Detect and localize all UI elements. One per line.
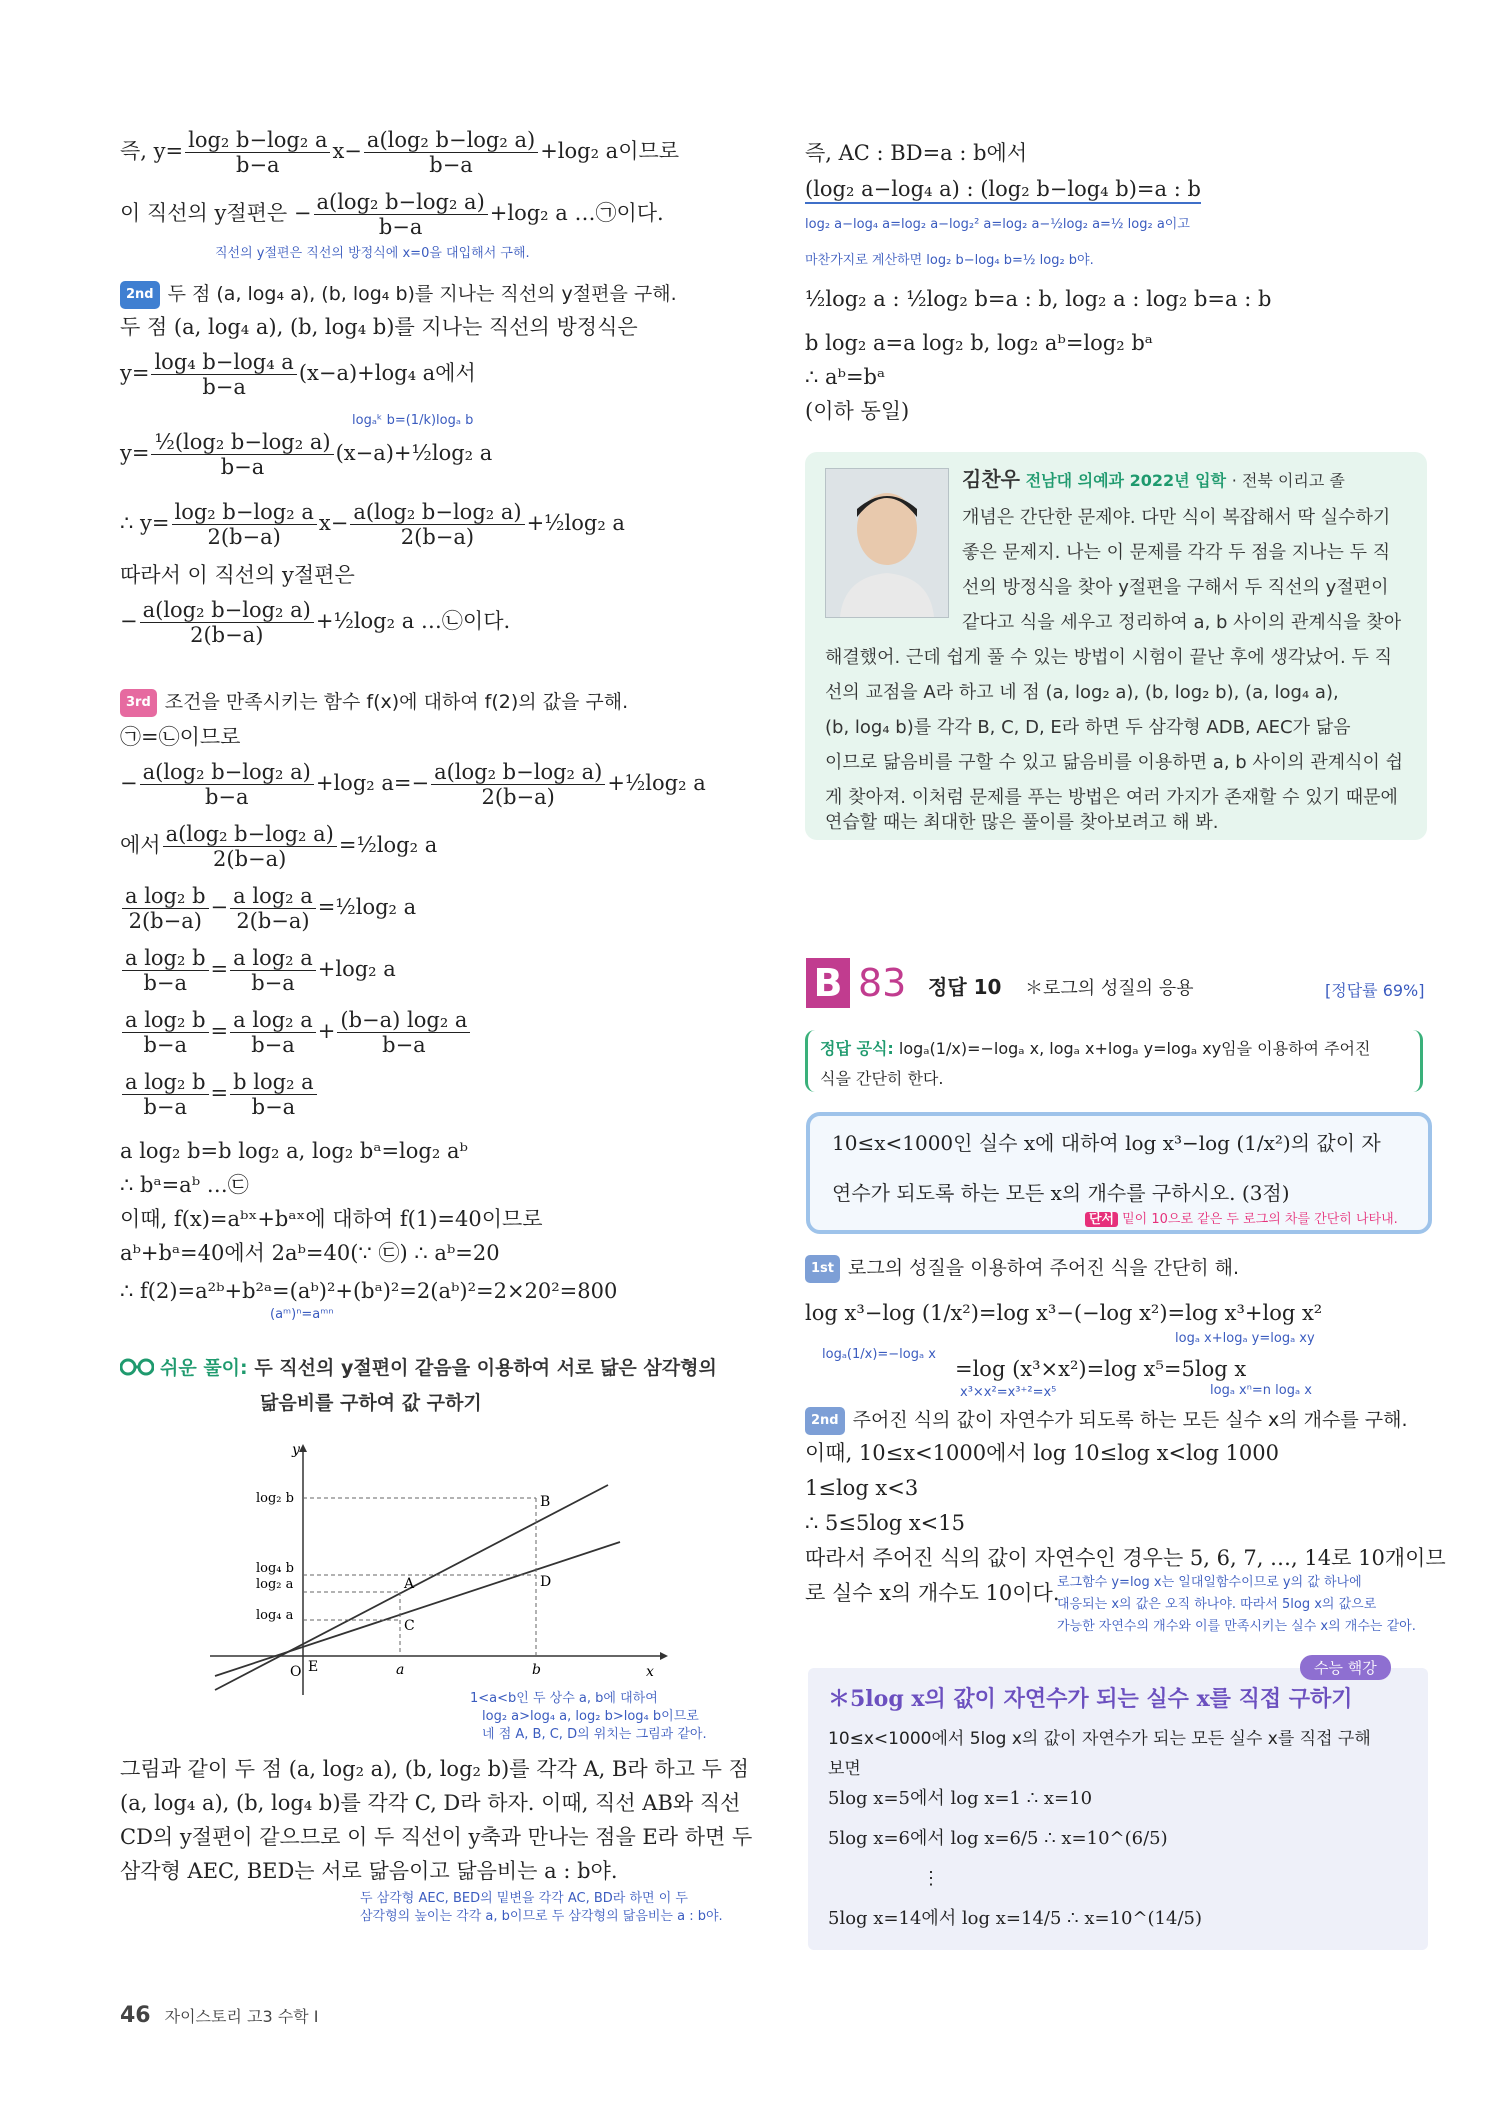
eq-line: log x³−log (1/x²)=log x³−(−log x²)=log x³+log x² [805, 1301, 1323, 1325]
review-line: 좋은 문제지. 나는 이 문제를 각각 두 점을 지나는 두 직 [962, 542, 1391, 563]
tip-line: 5log x=6에서 log x=6/5 ∴ x=10^(6/5) [828, 1828, 1168, 1849]
y-axis-label: y [292, 1442, 300, 1458]
side-note: 1<a<b인 두 상수 a, b에 대하여 [470, 1691, 658, 1706]
formula-line-2: 식을 간단히 한다. [820, 1069, 944, 1088]
problem-line: 10≤x<1000인 실수 x에 대하여 log x³−log (1/x²)의 값이 자 [832, 1131, 1381, 1155]
side-note: 대응되는 x의 값은 오직 하나야. 따라서 5log x의 값으로 [1057, 1597, 1377, 1612]
eq-line: $\frac{\text{a log₂ b}}{b-a}$ = $\frac{\text{a log₂ a}}{b-a}$ + $\frac{\text{(b−a) log₂ a}}{b-a}$ [120, 1008, 472, 1057]
side-note: 로그함수 y=log x는 일대일함수이므로 y의 값 하나에 [1057, 1575, 1362, 1590]
review-author: 김찬우 전남대 의예과 2022년 입학 · 전북 이리고 졸 [962, 467, 1345, 491]
side-note: (aᵐ)ⁿ=aᵐⁿ [270, 1307, 334, 1322]
step-2-heading-right: 2nd 주어진 식의 값이 자연수가 되도록 하는 모든 실수 x의 개수를 구해. [805, 1406, 1408, 1435]
formula-line: 정답 공식: logₐ(1/x)=−logₐ x, logₐ x+logₐ y=logₐ xy임을 이용하여 주어진 [820, 1039, 1371, 1058]
review-line: (b, log₄ b)를 각각 B, C, D, E라 하면 두 삼각형 ADB, AEC가 닮음 [825, 717, 1351, 738]
point-e-label: E [308, 1659, 319, 1675]
eq-line: ∴ aᵇ=bᵃ [805, 365, 886, 389]
problem-number: 83 [858, 961, 907, 1005]
eq-line: − $\frac{\text{a(log₂ b−log₂ a)}}{2(b-a)}$ +½log₂ a …㉡이다. [120, 598, 511, 647]
book-title: 자이스토리 고3 수학 I [164, 2007, 319, 2026]
text-line: 두 점 (a, log₄ a), (b, log₄ b)를 지나는 직선의 방정식은 [120, 315, 638, 339]
section-badge: B [806, 958, 850, 1008]
tip-line: 보면 [828, 1759, 861, 1779]
x-axis-label: x [646, 1664, 654, 1680]
side-note: logₐ(1/x)=−logₐ x [822, 1347, 936, 1362]
review-line: 선의 방정식을 찾아 y절편을 구해서 두 직선의 y절편이 [962, 577, 1389, 598]
review-line: 게 찾아져. 이처럼 문제를 푸는 방법은 여러 가지가 존재할 수 있기 때문에 [825, 787, 1398, 808]
side-note: logₐ xⁿ=n logₐ x [1210, 1383, 1312, 1398]
side-note: logₐ x+logₐ y=logₐ xy [1175, 1331, 1315, 1346]
origin-label: O [290, 1664, 302, 1680]
eq-line: ½log₂ a : ½log₂ b=a : b, log₂ a : log₂ b=a : b [805, 287, 1272, 311]
paragraph-line: 삼각형 AEC, BED는 서로 닮음이고 닮음비는 a : b야. [120, 1859, 618, 1883]
tick-label: log₂ a [256, 1577, 294, 1592]
review-line: 이므로 닮음비를 구할 수 있고 닮음비를 이용하면 a, b 사이의 관계식이 쉽 [825, 752, 1403, 773]
side-note: log₂ a−log₄ a=log₂ a−log₂² a=log₂ a−½log₂ a=½ log₂ a이고 [805, 217, 1190, 232]
paragraph-line: (a, log₄ a), (b, log₄ b)를 각각 C, D라 하자. 이때, 직선 AB와 직선 [120, 1791, 741, 1815]
tip-title: ＊5log x의 값이 자연수가 되는 실수 x를 직접 구하기 [828, 1686, 1353, 1712]
tick-label: b [532, 1662, 541, 1678]
glasses-icon [120, 1357, 154, 1377]
topic-label: ＊로그의 성질의 응용 [1025, 978, 1194, 999]
tip-line: ⋮ [922, 1868, 940, 1889]
eq-line: 에서 $\frac{\text{a(log₂ b−log₂ a)}}{2(b-a)}$ =½log₂ a [120, 822, 438, 871]
eq-line: aᵇ+bᵃ=40에서 2aᵇ=40(∵ ㉢) ∴ aᵇ=20 [120, 1241, 500, 1265]
side-note: 두 삼각형 AEC, BED의 밑변을 각각 AC, BD라 하면 이 두 [360, 1891, 688, 1906]
person-icon [826, 469, 948, 617]
eq-line: $\frac{\text{a log₂ b}}{2(b-a)}$ − $\frac{\text{a log₂ a}}{2(b-a)}$ =½log₂ a [120, 884, 416, 933]
eq-line: ∴ f(2)=a²ᵇ+b²ᵃ=(aᵇ)²+(bᵃ)²=2(aᵇ)²=2×20²=800 [120, 1279, 618, 1303]
review-line: 같다고 식을 세우고 정리하여 a, b 사이의 관계식을 찾아 [962, 612, 1402, 633]
eq-line: b log₂ a=a log₂ b, log₂ aᵇ=log₂ bᵃ [805, 331, 1153, 355]
tick-label: log₄ a [256, 1608, 294, 1623]
tick-label: a [396, 1662, 405, 1678]
eq-line: (log₂ a−log₄ a) : (log₂ b−log₄ b)=a : b [805, 176, 1201, 204]
eq-line: y= $\frac{\text{log₄ b−log₄ a}}{b-a}$ (x−a)+log₄ a에서 [120, 350, 476, 399]
paragraph-line: 로 실수 x의 개수도 10이다. [805, 1581, 1060, 1605]
eq-line: a log₂ b=b log₂ a, log₂ bᵃ=log₂ aᵇ [120, 1139, 468, 1163]
eq-line: 1≤log x<3 [805, 1476, 919, 1500]
side-note: 네 점 A, B, C, D의 위치는 그림과 같아. [482, 1727, 707, 1742]
review-line: 선의 교점을 A라 하고 네 점 (a, log₂ a), (b, log₂ b), (a, log₄ a), [825, 682, 1339, 703]
tip-line: 5log x=5에서 log x=1 ∴ x=10 [828, 1788, 1093, 1809]
eq-line: y= $\frac{\text{½(log₂ b−log₂ a)}}{b-a}$ (x−a)+½log₂ a [120, 430, 493, 479]
eq-line: ∴ 5≤5log x<15 [805, 1511, 965, 1535]
step-2-heading: 2nd 두 점 (a, log₄ a), (b, log₄ b)를 지나는 직선의 y절편을 구해. [120, 280, 677, 309]
eq-line: (이하 동일) [805, 399, 910, 423]
paragraph-line: CD의 y절편이 같으므로 이 두 직선이 y축과 만나는 점을 E라 하면 두 [120, 1825, 753, 1849]
step-badge: 1st [805, 1255, 840, 1283]
eq-line: 이때, f(x)=aᵇˣ+bᵃˣ에 대하여 f(1)=40이므로 [120, 1207, 543, 1231]
eq-line: ∴ y= $\frac{\text{log₂ b−log₂ a}}{2(b-a)}$ x− $\frac{\text{a(log₂ b−log₂ a)}}{2(b-a)}$ +½log₂ a [120, 500, 625, 549]
point-d-label: D [540, 1574, 552, 1590]
tip-tag: 수능 핵강 [1300, 1655, 1391, 1680]
eq-line: $\frac{\text{a log₂ b}}{b-a}$ = $\frac{\text{a log₂ a}}{b-a}$ +log₂ a [120, 946, 396, 995]
step-badge: 3rd [120, 689, 157, 717]
text-line: ㉠=㉡이므로 [120, 725, 241, 749]
side-note: 직선의 y절편은 직선의 방정식에 x=0을 대입해서 구해. [215, 246, 530, 261]
review-line: 연습할 때는 최대한 많은 풀이를 찾아보려고 해 봐. [825, 812, 1219, 833]
page-number: 46 [120, 2003, 151, 2028]
problem-line: 연수가 되도록 하는 모든 x의 개수를 구하시오. (3점) [832, 1181, 1290, 1205]
eq-line: =log (x³×x²)=log x⁵=5log x [955, 1357, 1247, 1381]
step-1-heading: 1st 로그의 성질을 이용하여 주어진 식을 간단히 해. [805, 1254, 1239, 1283]
side-note: logₐᵏ b=(1/k)logₐ b [352, 413, 474, 428]
eq-line-2: 이 직선의 y절편은 − $\frac{\text{a(log₂ b−log₂ a)}}{b-a}$ +log₂ a …㉠이다. [120, 190, 664, 239]
tip-line: 5log x=14에서 log x=14/5 ∴ x=10^(14/5) [828, 1908, 1202, 1929]
side-note: 삼각형의 높이는 각각 a, b이므로 두 삼각형의 닮음비는 a : b야. [360, 1909, 723, 1924]
point-b-label: B [540, 1494, 551, 1510]
review-line: 개념은 간단한 문제야. 다만 식이 복잡해서 딱 실수하기 [962, 507, 1391, 528]
tick-label: log₄ b [256, 1561, 294, 1576]
review-line: 해결했어. 근데 쉽게 풀 수 있는 방법이 시험이 끝난 후에 생각났어. 두 직 [825, 647, 1392, 668]
side-note: x³×x²=x³⁺²=x⁵ [960, 1385, 1057, 1400]
hint-note: 단서 밑이 10으로 같은 두 로그의 차를 간단히 나타내. [1085, 1208, 1398, 1227]
easy-solution-heading-2: 닮음비를 구하여 값 구하기 [260, 1392, 482, 1414]
step-badge: 2nd [805, 1407, 845, 1435]
side-note: 가능한 자연수의 개수와 이를 만족시키는 실수 x의 개수는 같아. [1057, 1619, 1416, 1634]
paragraph-line: 따라서 주어진 식의 값이 자연수인 경우는 5, 6, 7, …, 14로 10개이므 [805, 1546, 1446, 1570]
side-note: log₂ a>log₄ a, log₂ b>log₄ b이므로 [482, 1709, 699, 1724]
step-3-heading: 3rd 조건을 만족시키는 함수 f(x)에 대하여 f(2)의 값을 구해. [120, 688, 628, 717]
eq-line: $\frac{\text{a log₂ b}}{b-a}$ = $\frac{\text{b log₂ a}}{b-a}$ [120, 1070, 319, 1119]
eq-line: ∴ bᵃ=aᵇ …㉢ [120, 1173, 249, 1197]
tick-label: log₂ b [256, 1491, 294, 1506]
eq-line-1: 즉, y= $\frac{\text{log₂ b−log₂ a}}{b-a}$ x− $\frac{\text{a(log₂ b−log₂ a)}}{b-a}$ +log₂ a이므로 [120, 128, 680, 177]
text-line: 따라서 이 직선의 y절편은 [120, 563, 355, 587]
tip-line: 10≤x<1000에서 5log x의 값이 자연수가 되는 모든 실수 x를 직접 구해 [828, 1729, 1371, 1749]
paragraph-line: 그림과 같이 두 점 (a, log₂ a), (b, log₂ b)를 각각 A, B라 하고 두 점 [120, 1757, 749, 1781]
eq-line: 즉, AC : BD=a : b에서 [805, 141, 1028, 165]
answer-label: 정답 10 [928, 975, 1002, 999]
eq-line: − $\frac{\text{a(log₂ b−log₂ a)}}{b-a}$ +log₂ a=− $\frac{\text{a(log₂ b−log₂ a)}}{2(b-a)}$ +½log₂ a [120, 760, 706, 809]
eq-line: 이때, 10≤x<1000에서 log 10≤log x<log 1000 [805, 1441, 1280, 1465]
accuracy-rate: [정답률 69%] [1325, 981, 1425, 1000]
point-c-label: C [404, 1618, 415, 1634]
point-a-label: A [404, 1576, 415, 1592]
student-photo [825, 468, 949, 618]
side-note: 마찬가지로 계산하면 log₂ b−log₄ b=½ log₂ b야. [805, 253, 1094, 268]
easy-solution-heading: 쉬운 풀이: 두 직선의 y절편이 같음을 이용하여 서로 닮은 삼각형의 [120, 1354, 717, 1381]
line-graph-figure [200, 1440, 670, 1700]
step-badge: 2nd [120, 281, 160, 309]
page-footer [120, 2003, 318, 2028]
